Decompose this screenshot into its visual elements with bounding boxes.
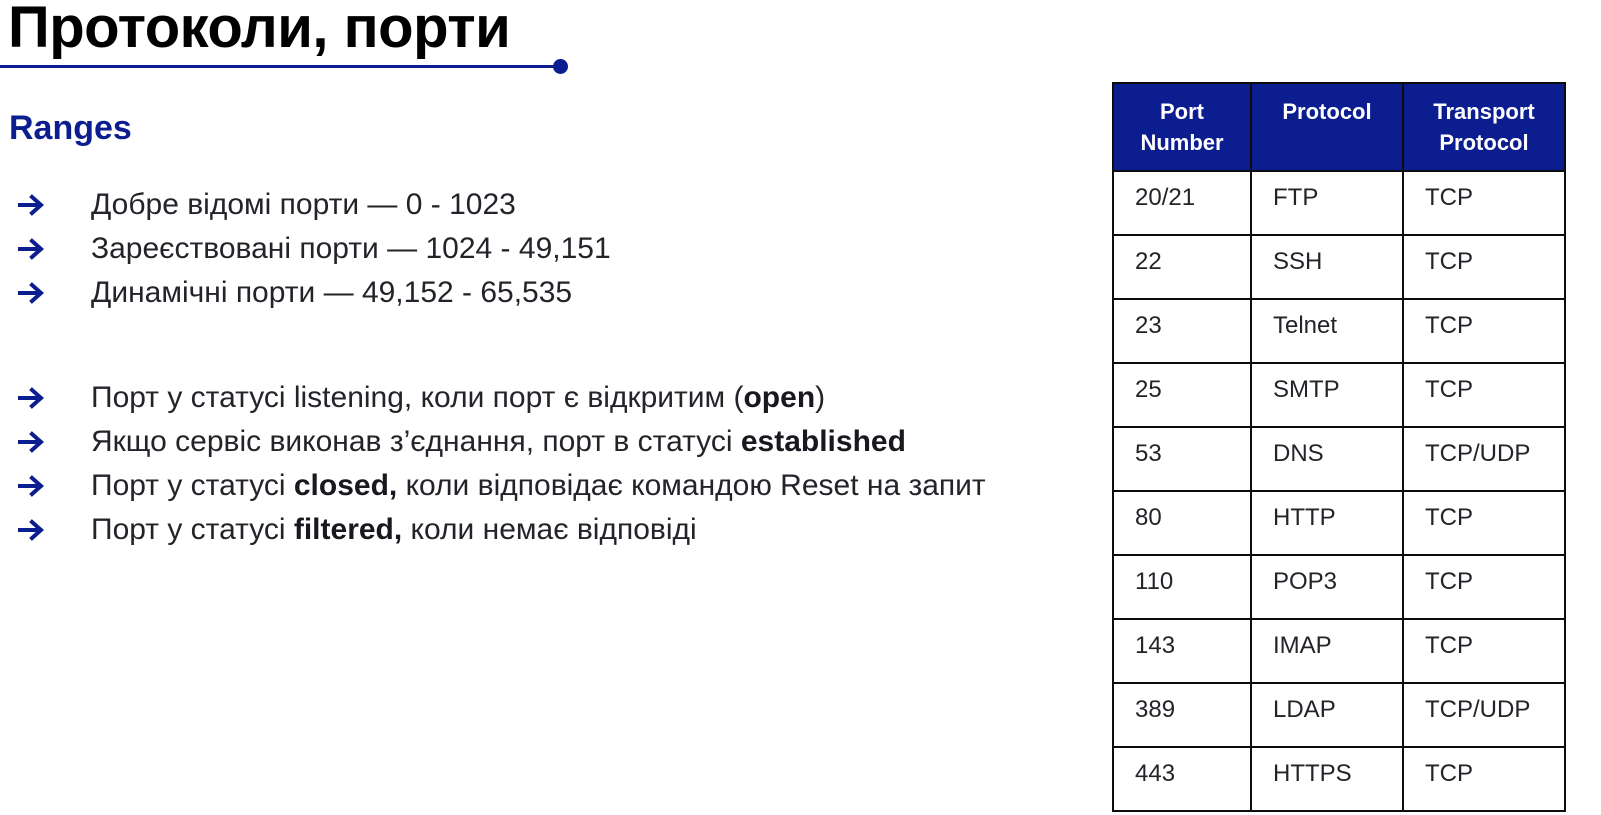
cell-port: 20/21 bbox=[1113, 171, 1251, 235]
title-underline bbox=[0, 65, 560, 68]
section-heading-ranges: Ranges bbox=[9, 109, 132, 147]
cell-transport: TCP bbox=[1403, 363, 1565, 427]
arrow-right-icon bbox=[18, 238, 48, 260]
cell-port: 389 bbox=[1113, 683, 1251, 747]
ports-table bbox=[1112, 82, 1566, 812]
bullet-text-pre: Порт у статусі bbox=[91, 469, 294, 502]
bullet-text-bold: open bbox=[743, 381, 816, 414]
column-header-protocol-label: Protocol bbox=[1282, 99, 1372, 124]
cell-transport: TCP bbox=[1403, 491, 1565, 555]
bullet-text-pre: Порт у статусі listening, коли порт є відкритим ( bbox=[91, 381, 744, 414]
arrow-right-icon bbox=[18, 194, 48, 216]
table-row bbox=[1113, 427, 1565, 491]
bullet-text: Добре відомі порти — 0 - 1023 bbox=[91, 188, 516, 221]
table-row bbox=[1113, 555, 1565, 619]
cell-transport: TCP bbox=[1403, 299, 1565, 363]
cell-port: 22 bbox=[1113, 235, 1251, 299]
cell-port: 25 bbox=[1113, 363, 1251, 427]
column-header-transport-line2: Protocol bbox=[1439, 130, 1529, 155]
bullet-text-pre: Якщо сервіс виконав з’єднання, порт в статусі bbox=[91, 425, 741, 458]
cell-protocol: SMTP bbox=[1251, 363, 1403, 427]
bullet-text bbox=[91, 513, 697, 547]
column-header-transport-line1: Transport bbox=[1433, 99, 1535, 124]
cell-transport: TCP bbox=[1403, 555, 1565, 619]
cell-transport: TCP/UDP bbox=[1403, 683, 1565, 747]
cell-port: 143 bbox=[1113, 619, 1251, 683]
cell-protocol: IMAP bbox=[1251, 619, 1403, 683]
table-header-row bbox=[1113, 83, 1565, 171]
bullet-text-post: коли немає відповіді bbox=[402, 513, 697, 546]
arrow-right-icon bbox=[18, 475, 48, 497]
column-header-port-line1: Port bbox=[1160, 99, 1204, 124]
arrow-right-icon bbox=[18, 431, 48, 453]
bullet-text-post: ) bbox=[815, 381, 826, 414]
cell-protocol: POP3 bbox=[1251, 555, 1403, 619]
bullet-text-bold: closed, bbox=[293, 469, 398, 502]
bullet-text: Зареєствовані порти — 1024 - 49,151 bbox=[91, 232, 611, 265]
column-header-protocol bbox=[1251, 83, 1403, 171]
cell-transport: TCP bbox=[1403, 235, 1565, 299]
table-row bbox=[1113, 299, 1565, 363]
column-header-port-line2: Number bbox=[1140, 130, 1224, 155]
cell-transport: TCP/UDP bbox=[1403, 427, 1565, 491]
cell-protocol: Telnet bbox=[1251, 299, 1403, 363]
cell-protocol: FTP bbox=[1251, 171, 1403, 235]
table-row bbox=[1113, 171, 1565, 235]
bullet-text bbox=[91, 425, 906, 459]
cell-port: 110 bbox=[1113, 555, 1251, 619]
table-row bbox=[1113, 363, 1565, 427]
table-row bbox=[1113, 683, 1565, 747]
arrow-right-icon bbox=[18, 519, 48, 541]
table-row bbox=[1113, 235, 1565, 299]
cell-protocol: HTTP bbox=[1251, 491, 1403, 555]
title-underline-dot bbox=[553, 59, 568, 74]
bullet-text bbox=[91, 469, 986, 503]
cell-transport: TCP bbox=[1403, 619, 1565, 683]
bullet-text-post: коли відповідає командою Reset на запит bbox=[397, 469, 986, 502]
cell-protocol: HTTPS bbox=[1251, 747, 1403, 811]
arrow-right-icon bbox=[18, 387, 48, 409]
cell-port: 80 bbox=[1113, 491, 1251, 555]
table-row bbox=[1113, 491, 1565, 555]
arrow-right-icon bbox=[18, 282, 48, 304]
bullet-text: Динамічні порти — 49,152 - 65,535 bbox=[91, 276, 573, 309]
cell-port: 53 bbox=[1113, 427, 1251, 491]
cell-transport: TCP bbox=[1403, 747, 1565, 811]
bullet-text-bold: filtered, bbox=[293, 513, 403, 546]
column-header-transport-protocol bbox=[1403, 83, 1565, 171]
bullet-text bbox=[91, 381, 825, 415]
bullet-text-bold: established bbox=[740, 425, 906, 458]
cell-port: 23 bbox=[1113, 299, 1251, 363]
cell-protocol: LDAP bbox=[1251, 683, 1403, 747]
table-row bbox=[1113, 747, 1565, 811]
cell-protocol: DNS bbox=[1251, 427, 1403, 491]
bullet-text-pre: Порт у статусі bbox=[91, 513, 294, 546]
cell-protocol: SSH bbox=[1251, 235, 1403, 299]
cell-transport: TCP bbox=[1403, 171, 1565, 235]
page-title: Протоколи, порти bbox=[8, 0, 511, 60]
table-row bbox=[1113, 619, 1565, 683]
cell-port: 443 bbox=[1113, 747, 1251, 811]
column-header-port-number bbox=[1113, 83, 1251, 171]
